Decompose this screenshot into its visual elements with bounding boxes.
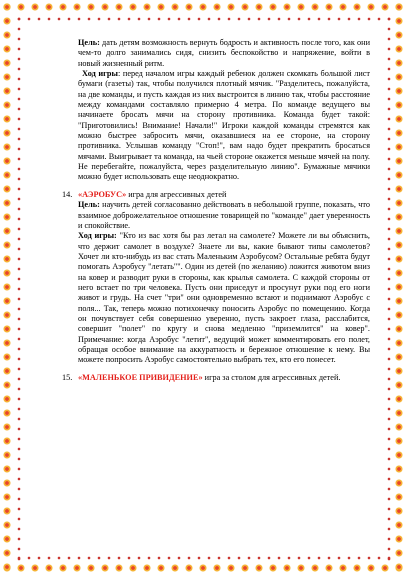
item-subtitle: игра за столом для агрессивных детей. bbox=[202, 372, 341, 382]
item-heading: «МАЛЕНЬКОЕ ПРИВИДЕНИЕ» игра за столом для агрессивных детей. bbox=[78, 372, 341, 382]
border-left bbox=[0, 0, 14, 575]
game-label: Ход игры bbox=[82, 69, 118, 79]
item-title: АЭРОБУС bbox=[82, 189, 123, 199]
list-item-15 bbox=[62, 372, 370, 383]
border-top bbox=[0, 0, 406, 14]
list-item-14 bbox=[62, 189, 370, 366]
border-inner-bottom bbox=[14, 553, 392, 561]
border-right bbox=[392, 0, 406, 575]
game-label: Ход игры: bbox=[78, 231, 117, 241]
goal-paragraph bbox=[78, 38, 370, 69]
item-subtitle: игра для агрессивных детей bbox=[126, 189, 227, 199]
game-text: : перед началом игры каждый ребенок должен скомкать большой лист бумаги (газеты) так, чтобы получился плотный мячик. "Разделитесь, пожалуйста, на две команды, и пусть каждая из них выстроится в линию так, чтобы расстояние между командами составляло примерно 4 метра. По команде ведущего вы начинаете бросать мячи на сторону противника. Команда будет такой: "Приготовились! Внимание! Начали!" Игроки каждой команды стремятся как можно быстрее забросить мячи, оказавшиеся на ее стороне, на сторону противника. Услышав команду "Стоп!", вам надо будет прекратить бросаться мячами. Выигрывает та команда, на чьей стороне окажется меньше мячей на полу. Не перебегайте, пожалуйста, через разделительную линию". Бумажные мячики можно будет использовать еще неоднократно. bbox=[78, 69, 371, 182]
item-number: 14. bbox=[62, 189, 73, 199]
game-text: "Кто из вас хотя бы раз летал на самолете? Можете ли вы объяснить, что держит самолет в воздухе? Знаете ли вы, какие бывают типы самолетов? Хочет ли кто-нибудь из вас стать Маленьким Аэробусом? Остальные ребята будут помогать Аэробусу "летать"". Один из детей (по желанию) ложится животом вниз на ковер и разводит руки в стороны, как крылья самолета. С каждой стороны от него встает по три человека. Пусть они приседут и просунут руки под его ноги живот и грудь. На счет "три" они одновременно встают и поднимают Аэробус с поля... Так, теперь можно потихонечку поносить Аэробус по помещению. Когда он почувствует себя совершенно уверенно, пусть закроет глаза, расслабится, совершит "полет" по кругу и снова медленно "приземлится" на ковер". Примечание: когда Аэробус "летит", ведущий может комментировать его полет, обращая особое внимание на аккуратность и бережное отношение к нему. Вы можете попросить Аэробус самостоятельно выбрать тех, кто его понесет. bbox=[78, 231, 370, 365]
border-inner-left bbox=[14, 14, 22, 561]
goal-text: научить детей согласованно действовать в небольшой группе, показать, что взаимное доброжелательное отношение товарищей по "команде" дает уверенность и спокойствие. bbox=[78, 200, 370, 230]
item-heading: «АЭРОБУС» игра для агрессивных детей bbox=[78, 189, 227, 199]
game-paragraph bbox=[78, 231, 370, 365]
item-number: 15. bbox=[62, 372, 73, 382]
border-inner-top bbox=[14, 14, 392, 22]
document-body bbox=[62, 38, 371, 383]
game-paragraph bbox=[78, 69, 370, 183]
goal-paragraph bbox=[78, 200, 370, 231]
goal-label: Цель: bbox=[78, 38, 100, 47]
goal-text: дать детям возможность вернуть бодрость и активность после того, как они чем-то долго занимались сидя, снизить беспокойство и напряжение, войти в новый жизненный ритм. bbox=[78, 38, 370, 68]
item-title: МАЛЕНЬКОЕ ПРИВИДЕНИЕ bbox=[82, 372, 199, 382]
goal-label: Цель: bbox=[78, 200, 100, 210]
border-bottom bbox=[0, 561, 406, 575]
border-inner-right bbox=[384, 14, 392, 561]
